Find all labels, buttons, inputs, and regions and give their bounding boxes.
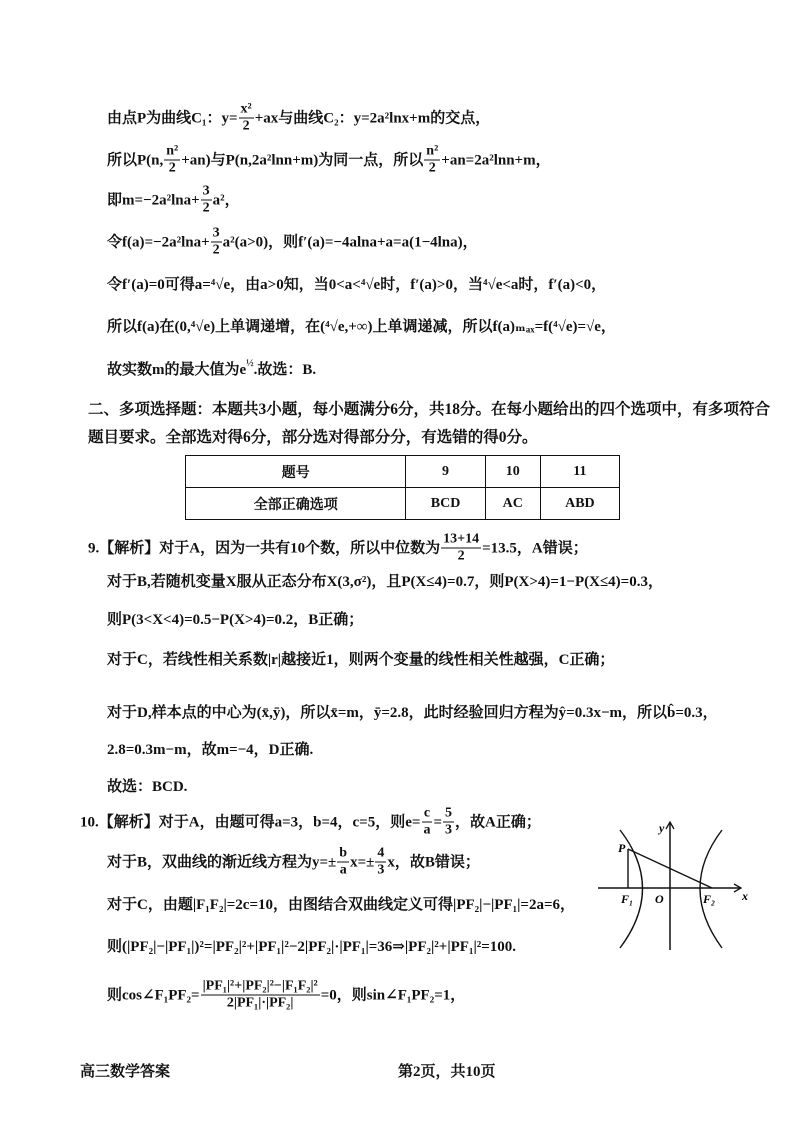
table-cell: BCD xyxy=(406,488,485,520)
text-segment: 则cos∠F₁PF₂= xyxy=(107,987,200,1003)
q8-continued-line xyxy=(107,275,606,295)
table-row xyxy=(186,488,620,520)
fraction xyxy=(201,184,212,217)
numerator: |PF₁|²+|PF₂|²−|F₁F₂|² xyxy=(202,978,318,994)
numerator: n² xyxy=(426,143,439,159)
fraction xyxy=(337,846,349,879)
text-segment: 对于B，双曲线的渐近线方程为y=± xyxy=(107,854,337,870)
q8-continued-line xyxy=(107,184,240,217)
text-segment: 由点P为曲线C₁：y= xyxy=(107,110,238,126)
q8-continued-line xyxy=(107,360,316,380)
table-cell: 10 xyxy=(485,456,540,488)
text-segment: ，故A正确； xyxy=(455,814,541,830)
label-F2: F₂ xyxy=(703,892,716,906)
fraction xyxy=(441,532,481,565)
denominator: 3 xyxy=(445,822,452,838)
superscript: ½ xyxy=(246,358,254,369)
section2-line xyxy=(88,428,538,448)
denominator: 2 xyxy=(212,242,220,258)
numerator: x² xyxy=(240,101,252,117)
text-segment: +an)与P(n,2a²lnn+m)为同一点，所以 xyxy=(181,152,424,168)
fraction xyxy=(375,846,386,879)
text-segment: a²， xyxy=(212,192,240,208)
hyperbola-right-branch xyxy=(700,830,722,948)
answer-table xyxy=(185,455,620,520)
table-header-row xyxy=(186,456,620,488)
q10-line xyxy=(107,937,516,957)
q9-line xyxy=(88,532,588,565)
text-segment: 所以f(a)在(0,⁴√e)上单调递增，在(⁴√e,+∞)上单调递减，所以f(a)ₘₐₓ=f(⁴√e)=√e， xyxy=(107,319,616,335)
denominator: 2|PF₁|·|PF₂| xyxy=(226,995,294,1011)
denominator: 3 xyxy=(377,862,385,878)
label-y: y xyxy=(659,821,665,835)
text-segment: 令f′(a)=0可得a=⁴√e，由a>0知，当0<a<⁴√e时，f′(a)>0，当⁴√e<a时，f′(a)<0， xyxy=(107,277,607,293)
numerator: b xyxy=(339,845,348,861)
fraction xyxy=(443,806,454,839)
text-segment: x=± xyxy=(350,854,375,870)
text-segment: 则(|PF₂|−|PF₁|)²=|PF₂|²+|PF₁|²−2|PF₂|·|PF₁|=36⇒|PF₂|²+|PF₁|²=100. xyxy=(107,939,517,955)
section2-line xyxy=(88,400,770,420)
text-segment: 对于C，若线性相关系数|r|越接近1，则两个变量的线性相关性越强，C正确； xyxy=(107,652,615,668)
footer-page-number: 第2页，共10页 xyxy=(398,1064,496,1080)
q8-continued-line xyxy=(107,144,551,177)
fraction xyxy=(424,144,440,177)
text-segment: 二、多项选择题：本题共3小题，每小题满分6分，共18分。在每小题给出的四个选项中，有多项符合 xyxy=(88,401,771,418)
q10-line xyxy=(107,979,465,1012)
q8-continued-line xyxy=(107,102,490,135)
text-segment: .故选：B. xyxy=(253,362,317,378)
text-segment: 题目要求。全部选对得6分，部分选对得部分分，有选错的得0分。 xyxy=(88,429,538,446)
denominator: 2 xyxy=(457,548,465,564)
text-segment: 对于D,样本点的中心为(x̄,ȳ)，所以x̄=m，ȳ=2.8，此时经验回归方程为ŷ=0.3x−m，所以b̂=0.3， xyxy=(107,705,718,721)
denominator: 2 xyxy=(202,200,210,216)
fraction xyxy=(211,226,222,259)
label-O: O xyxy=(655,892,664,906)
text-segment: 即m=−2a²lna+ xyxy=(107,192,200,208)
table-cell: 题号 xyxy=(186,456,406,488)
table-cell: 9 xyxy=(406,456,485,488)
text-segment: x，故B错误； xyxy=(387,854,480,870)
denominator: a xyxy=(339,862,347,878)
q10-line xyxy=(80,806,541,839)
fraction xyxy=(164,144,180,177)
numerator: 4 xyxy=(377,845,385,861)
q9-line xyxy=(107,572,663,592)
q9-line xyxy=(107,777,187,797)
fraction xyxy=(201,979,320,1012)
text-segment: 2.8=0.3m−m，故m=−4，D正确. xyxy=(107,742,314,758)
numerator: 3 xyxy=(202,183,210,199)
table-cell: ABD xyxy=(540,488,619,520)
numerator: c xyxy=(423,805,431,821)
text-segment: 10.【解析】对于A，由题可得a=3，b=4，c=5，则e= xyxy=(80,814,421,830)
text-segment: 令f(a)=−2a²lna+ xyxy=(107,234,210,250)
text-segment: 9.【解析】对于A，因为一共有10个数，所以中位数为 xyxy=(88,540,441,556)
q8-continued-line xyxy=(107,226,478,259)
numerator: 13+14 xyxy=(443,531,480,547)
table-cell: AC xyxy=(485,488,540,520)
text-segment: 对于B,若随机变量X服从正态分布X(3,σ²)，且P(X≤4)=0.7，则P(X>4)=1−P(X≤4)=0.3， xyxy=(107,574,663,590)
q9-line xyxy=(107,740,313,760)
text-segment: +ax与曲线C₂：y=2a²lnx+m的交点， xyxy=(254,110,491,126)
q10-line xyxy=(107,895,575,915)
footer-subject: 高三数学答案 xyxy=(80,1064,171,1080)
q9-line xyxy=(107,650,614,670)
text-segment: 所以P(n, xyxy=(107,152,164,168)
text-segment: =13.5，A错误； xyxy=(482,540,588,556)
q8-continued-line xyxy=(107,317,616,337)
text-segment: 故实数m的最大值为e xyxy=(107,362,247,378)
fraction xyxy=(239,102,254,135)
hyperbola-figure xyxy=(590,815,750,955)
text-segment: 则P(3<X<4)=0.5−P(X>4)=0.2，B正确； xyxy=(107,612,364,628)
text-segment: 对于C，由题|F₁F₂|=2c=10，由图结合双曲线定义可得|PF₂|−|PF₁|=2a=6， xyxy=(107,897,576,913)
text-segment: =0，则sin∠F₁PF₂=1， xyxy=(320,987,466,1003)
numerator: 3 xyxy=(212,225,220,241)
label-x: x xyxy=(742,889,748,903)
numerator: n² xyxy=(166,143,179,159)
fraction xyxy=(421,806,432,839)
denominator: 2 xyxy=(428,160,436,176)
q10-line xyxy=(107,846,480,879)
q9-line xyxy=(107,703,718,723)
q9-line xyxy=(107,610,363,630)
text-segment: = xyxy=(433,814,442,830)
label-F1: F₁ xyxy=(621,892,634,906)
numerator: 5 xyxy=(445,805,452,821)
label-P: P xyxy=(618,841,626,855)
text-segment: a²(a>0)，则f′(a)=−4alna+a=a(1−4lna)， xyxy=(222,234,478,250)
denominator: 2 xyxy=(242,118,250,134)
text-segment: 故选：BCD. xyxy=(107,779,188,795)
text-segment: +an=2a²lnn+m， xyxy=(441,152,551,168)
table-cell: 全部正确选项 xyxy=(186,488,406,520)
denominator: a xyxy=(423,822,431,838)
denominator: 2 xyxy=(168,160,176,176)
table-cell: 11 xyxy=(540,456,619,488)
